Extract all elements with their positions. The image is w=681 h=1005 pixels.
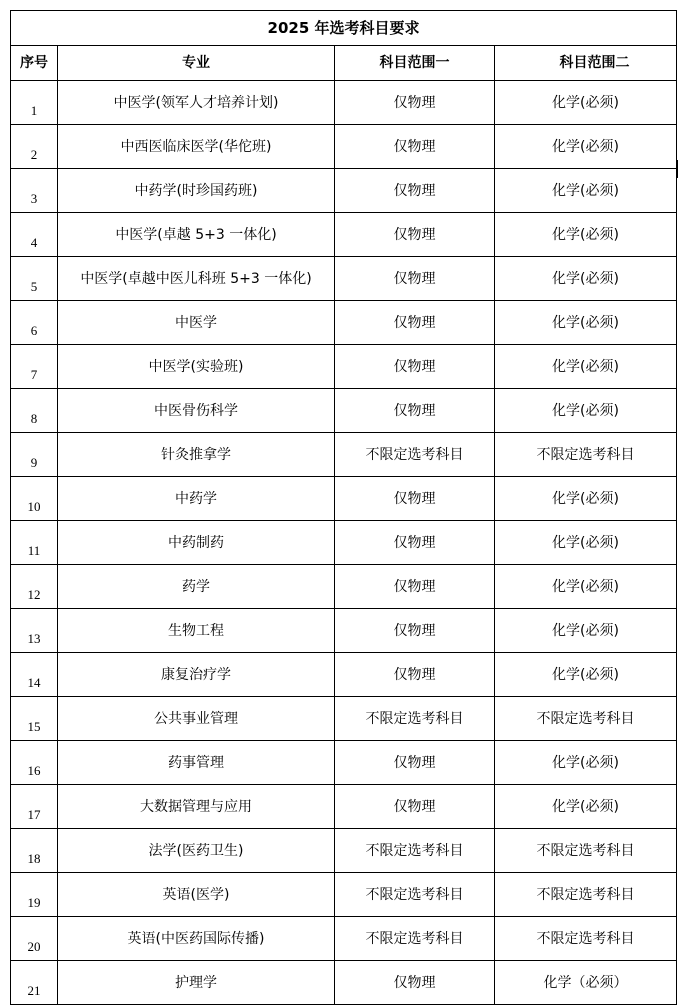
row-major-cell: 中药学(时珍国药班) [58, 169, 335, 213]
row-subject1-cell: 仅物理 [335, 477, 495, 521]
row-subject2-cell: 化学(必须) [495, 389, 677, 433]
row-major-cell: 中医学(卓越中医儿科班 5+3 一体化) [58, 257, 335, 301]
table-row [11, 169, 677, 213]
row-subject1-cell: 不限定选考科目 [335, 697, 495, 741]
row-index-cell: 8 [11, 389, 58, 433]
row-subject2-cell: 化学(必须) [495, 741, 677, 785]
row-major-cell: 中医学(领军人才培养计划) [58, 81, 335, 125]
row-subject1-cell: 仅物理 [335, 257, 495, 301]
row-subject1-cell: 仅物理 [335, 785, 495, 829]
table-row [11, 521, 677, 565]
table-row [11, 389, 677, 433]
row-subject1-cell: 不限定选考科目 [335, 917, 495, 961]
table-row [11, 873, 677, 917]
row-major-cell: 法学(医药卫生) [58, 829, 335, 873]
header-index: 序号 [11, 46, 58, 81]
row-major-cell: 中医学 [58, 301, 335, 345]
table-row [11, 697, 677, 741]
row-subject2-cell: 不限定选考科目 [495, 917, 677, 961]
row-subject1-cell: 仅物理 [335, 389, 495, 433]
table-row [11, 81, 677, 125]
row-index-cell: 7 [11, 345, 58, 389]
row-index-cell: 12 [11, 565, 58, 609]
table-row [11, 477, 677, 521]
row-subject1-cell: 仅物理 [335, 609, 495, 653]
row-subject2-cell: 化学(必须) [495, 125, 677, 169]
table-row [11, 433, 677, 477]
row-subject1-cell: 不限定选考科目 [335, 433, 495, 477]
row-subject1-cell: 不限定选考科目 [335, 873, 495, 917]
row-subject2-cell: 不限定选考科目 [495, 697, 677, 741]
row-index-cell: 9 [11, 433, 58, 477]
table-row [11, 301, 677, 345]
row-subject1-cell: 不限定选考科目 [335, 829, 495, 873]
row-index-cell: 13 [11, 609, 58, 653]
row-major-cell: 药事管理 [58, 741, 335, 785]
row-major-cell: 中医学(实验班) [58, 345, 335, 389]
row-major-cell: 针灸推拿学 [58, 433, 335, 477]
row-subject1-cell: 仅物理 [335, 301, 495, 345]
header-major: 专业 [58, 46, 335, 81]
row-subject1-cell: 仅物理 [335, 653, 495, 697]
row-subject2-cell: 化学(必须) [495, 521, 677, 565]
row-subject1-cell: 仅物理 [335, 521, 495, 565]
row-major-cell: 生物工程 [58, 609, 335, 653]
row-index-cell: 10 [11, 477, 58, 521]
row-major-cell: 英语(中医药国际传播) [58, 917, 335, 961]
row-subject2-cell: 化学(必须) [495, 609, 677, 653]
row-subject1-cell: 仅物理 [335, 213, 495, 257]
row-subject1-cell: 仅物理 [335, 169, 495, 213]
row-subject2-cell: 不限定选考科目 [495, 433, 677, 477]
row-index-cell: 17 [11, 785, 58, 829]
row-major-cell: 中医学(卓越 5+3 一体化) [58, 213, 335, 257]
table-row [11, 257, 677, 301]
row-index-cell: 11 [11, 521, 58, 565]
row-major-cell: 康复治疗学 [58, 653, 335, 697]
row-subject1-cell: 仅物理 [335, 81, 495, 125]
table-row [11, 785, 677, 829]
row-major-cell: 药学 [58, 565, 335, 609]
row-subject2-cell: 化学(必须) [495, 785, 677, 829]
table-row [11, 961, 677, 1005]
row-subject2-cell: 化学(必须) [495, 81, 677, 125]
header-row [11, 46, 677, 81]
row-major-cell: 英语(医学) [58, 873, 335, 917]
row-subject2-cell: 化学(必须) [495, 345, 677, 389]
row-major-cell: 中西医临床医学(华佗班) [58, 125, 335, 169]
row-major-cell: 大数据管理与应用 [58, 785, 335, 829]
row-index-cell: 3 [11, 169, 58, 213]
table-row [11, 741, 677, 785]
row-subject1-cell: 仅物理 [335, 345, 495, 389]
row-subject2-cell: 不限定选考科目 [495, 873, 677, 917]
row-index-cell: 6 [11, 301, 58, 345]
row-major-cell: 公共事业管理 [58, 697, 335, 741]
row-subject1-cell: 仅物理 [335, 565, 495, 609]
row-major-cell: 护理学 [58, 961, 335, 1005]
row-subject1-cell: 仅物理 [335, 125, 495, 169]
table-row [11, 609, 677, 653]
table-row [11, 565, 677, 609]
row-subject2-cell: 化学(必须) [495, 257, 677, 301]
table-body [11, 81, 677, 1005]
row-subject2-cell: 化学(必须) [495, 477, 677, 521]
row-subject2-cell: 化学(必须) [495, 301, 677, 345]
header-subject1: 科目范围一 [335, 46, 495, 81]
row-subject2-cell: 化学(必须) [495, 169, 677, 213]
row-index-cell: 15 [11, 697, 58, 741]
table-row [11, 829, 677, 873]
row-index-cell: 2 [11, 125, 58, 169]
table-row [11, 213, 677, 257]
table-row [11, 125, 677, 169]
row-subject2-cell: 化学（必须） [495, 961, 677, 1005]
row-subject2-cell: 化学(必须) [495, 565, 677, 609]
subject-requirements-sheet [10, 10, 676, 1005]
header-subject2: 科目范围二 [495, 46, 677, 81]
row-subject2-cell: 化学(必须) [495, 213, 677, 257]
edge-mark [676, 160, 678, 178]
row-index-cell: 18 [11, 829, 58, 873]
row-index-cell: 4 [11, 213, 58, 257]
row-index-cell: 20 [11, 917, 58, 961]
row-index-cell: 21 [11, 961, 58, 1005]
row-subject2-cell: 化学(必须) [495, 653, 677, 697]
row-major-cell: 中医骨伤科学 [58, 389, 335, 433]
row-major-cell: 中药制药 [58, 521, 335, 565]
row-index-cell: 19 [11, 873, 58, 917]
row-major-cell: 中药学 [58, 477, 335, 521]
subject-requirements-table [10, 10, 677, 1005]
row-index-cell: 14 [11, 653, 58, 697]
table-row [11, 653, 677, 697]
row-index-cell: 1 [11, 81, 58, 125]
table-title: 2025 年选考科目要求 [11, 11, 677, 46]
table-row [11, 345, 677, 389]
row-subject1-cell: 仅物理 [335, 741, 495, 785]
row-index-cell: 16 [11, 741, 58, 785]
row-subject1-cell: 仅物理 [335, 961, 495, 1005]
row-index-cell: 5 [11, 257, 58, 301]
row-subject2-cell: 不限定选考科目 [495, 829, 677, 873]
